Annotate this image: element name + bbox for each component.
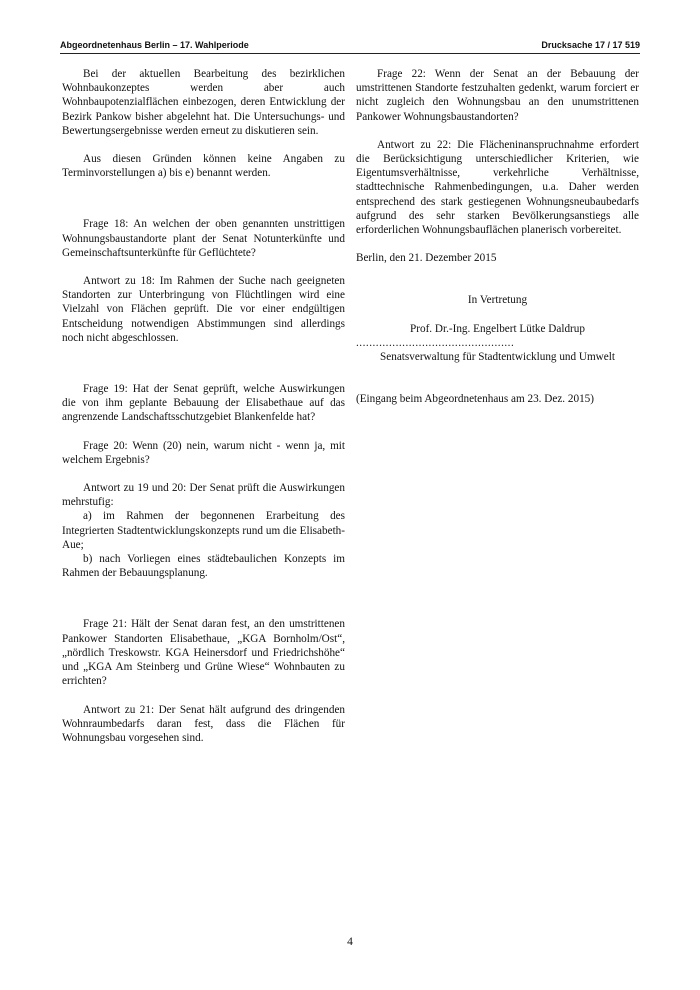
answer-19-20-item-b: b) nach Vorliegen eines städtebaulichen Konzepts im Rahmen der Bebauungsplanung. — [62, 553, 345, 580]
question-18: Frage 18: An welchen der oben genannten unstrittigen Wohnungsbaustandorte plant der Senat Notunterkünfte und Gemeinschaftsunterkünfte für Geflüchtete? — [62, 218, 345, 259]
answer-22: Antwort zu 22: Die Flächeninanspruchnahme erfordert die Berücksichtigung unterschiedlicher Kriterien, wie Eigentumsverhältnisse, verkehrliche Verhältnisse, stadttechnische Rahmenbedingungen, u.a. Daher werden entsprechend des stark gestiegenen Wohnungsneubaubedarfs aufgrund des sehr starken Bevölkerungsanstiegs alle erforderlichen Wohnungsbauflächen planerisch vorbereitet. — [356, 138, 639, 237]
answer-18: Antwort zu 18: Im Rahmen der Suche nach geeigneten Standorten zur Unterbringung von Flüchtlingen wird eine Vielzahl von Flächen geprüft. Die vor einer endgültigen Entscheidung notwendigen Abstimmungen sind allerdings noch nicht abgeschlossen. — [62, 275, 345, 344]
header-left: Abgeordnetenhaus Berlin – 17. Wahlperiode — [60, 40, 249, 50]
answer-19-20-intro: Antwort zu 19 und 20: Der Senat prüft die Auswirkungen mehrstufig: — [62, 482, 345, 509]
receipt-note: (Eingang beim Abgeordnetenhaus am 23. Dez. 2015) — [356, 393, 594, 406]
header-right: Drucksache 17 / 17 519 — [541, 40, 640, 50]
signatory-name: Prof. Dr.-Ing. Engelbert Lütke Daldrup — [410, 322, 585, 335]
paragraph-wohnbaukonzept: Bei der aktuellen Bearbeitung des bezirklichen Wohnbaukonzeptes werden aber auch Wohnbaupotenzialflächen einbezogen, deren Entwicklung der Bezirk Pankow bisher abgelehnt hat. Die Untersuchungs- und Bewertungsergebnisse werden erneut zu diskutieren sein. — [62, 68, 345, 137]
date-line: Berlin, den 21. Dezember 2015 — [356, 252, 497, 265]
paragraph-terminvorstellungen: Aus diesen Gründen können keine Angaben zu Terminvorstellungen a) bis e) benannt werden. — [62, 153, 345, 180]
signature-dots: ................................................ — [356, 336, 515, 349]
department-name: Senatsverwaltung für Stadtentwicklung und Umwelt — [380, 351, 615, 364]
answer-21: Antwort zu 21: Der Senat hält aufgrund des dringenden Wohnraumbedarfs daran fest, dass die Flächen für Wohnungsbau vorgesehen sind. — [62, 703, 345, 744]
question-19: Frage 19: Hat der Senat geprüft, welche Auswirkungen die von ihm geplante Bebauung der Elisabethaue auf das angrenzende Landschaftsschutzgebiet Blankenfelde hat? — [62, 383, 345, 424]
left-column — [62, 67, 345, 745]
page-header — [60, 40, 640, 54]
page-number: 4 — [347, 936, 353, 948]
right-column — [356, 67, 639, 406]
question-22: Frage 22: Wenn der Senat an der Bebauung der umstrittenen Standorte festzuhalten gedenkt, warum forciert er nicht zugleich den Wohnungsbau an den unumstrittenen Pankower Wohnungsbaustandorten? — [356, 68, 639, 123]
question-20: Frage 20: Wenn (20) nein, warum nicht - wenn ja, mit welchem Ergebnis? — [62, 439, 345, 466]
answer-19-20-item-a: a) im Rahmen der begonnenen Erarbeitung des Integrierten Stadtentwicklungskonzepts rund um die Elisabeth-Aue; — [62, 510, 345, 551]
question-21: Frage 21: Hält der Senat daran fest, an den umstrittenen Pankower Standorten Elisabethaue, „KGA Bornholm/Ost“, „nördlich Treskowstr. KGA Heinersdorf und Friedrichshöhe“ und „KGA Am Steinberg und Grüne Wiese“ Wohnbauten zu errichten? — [62, 618, 345, 688]
in-vertretung: In Vertretung — [467, 294, 528, 307]
